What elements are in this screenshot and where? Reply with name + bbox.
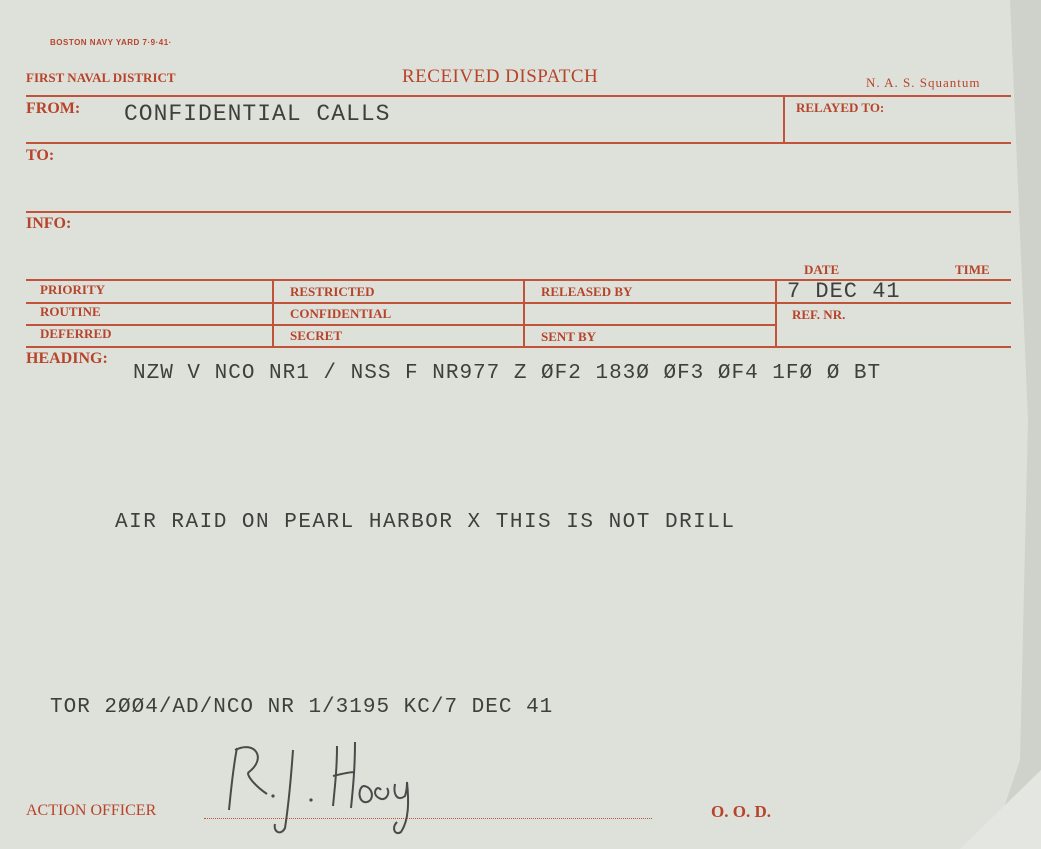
released-label: RELEASED BY <box>541 284 633 299</box>
from-value: CONFIDENTIAL CALLS <box>124 101 391 127</box>
grid-col3 <box>775 279 777 348</box>
from-label: FROM: <box>26 100 81 117</box>
confidential-label: CONFIDENTIAL <box>290 306 392 321</box>
date-label: DATE <box>804 262 840 277</box>
relayed-label: RELAYED TO: <box>796 100 885 115</box>
form-title: RECEIVED DISPATCH <box>402 66 599 87</box>
info-label: INFO: <box>26 215 72 232</box>
date-value: 7 DEC 41 <box>787 279 901 304</box>
relayed-divider <box>783 95 785 143</box>
heading-label: HEADING: <box>26 350 108 367</box>
grid-col1 <box>272 279 274 348</box>
routine-label: ROUTINE <box>40 304 101 319</box>
grid-col2 <box>523 279 525 348</box>
signature <box>215 728 435 838</box>
rule-from <box>26 142 1011 144</box>
secret-label: SECRET <box>290 328 343 343</box>
heading-value: NZW V NCO NR1 / NSS F NR977 Z ØF2 183Ø ØF3 ØF4 1FØ Ø BT <box>133 362 882 385</box>
message-body: AIR RAID ON PEARL HARBOR X THIS IS NOT DRILL <box>115 511 736 534</box>
grid-bottom <box>26 346 1011 348</box>
station-label: N. A. S. Squantum <box>866 75 981 90</box>
ref-label: REF. NR. <box>792 307 846 322</box>
rule-top <box>26 95 1011 97</box>
deferred-label: DEFERRED <box>40 326 112 341</box>
grid-row2 <box>26 324 776 326</box>
action-officer-dots <box>204 818 652 819</box>
time-label: TIME <box>955 262 990 277</box>
tor-line: TOR 2ØØ4/AD/NCO NR 1/3195 KC/7 DEC 41 <box>50 696 554 719</box>
action-officer-label: ACTION OFFICER <box>26 802 157 819</box>
priority-label: PRIORITY <box>40 282 106 297</box>
ood-label: O. O. D. <box>711 802 771 821</box>
sent-label: SENT BY <box>541 329 597 344</box>
rule-to <box>26 211 1011 213</box>
printer-code: BOSTON NAVY YARD 7·9·41· <box>50 38 172 47</box>
to-label: TO: <box>26 147 55 164</box>
district-label: FIRST NAVAL DISTRICT <box>26 70 176 85</box>
restricted-label: RESTRICTED <box>290 284 375 299</box>
